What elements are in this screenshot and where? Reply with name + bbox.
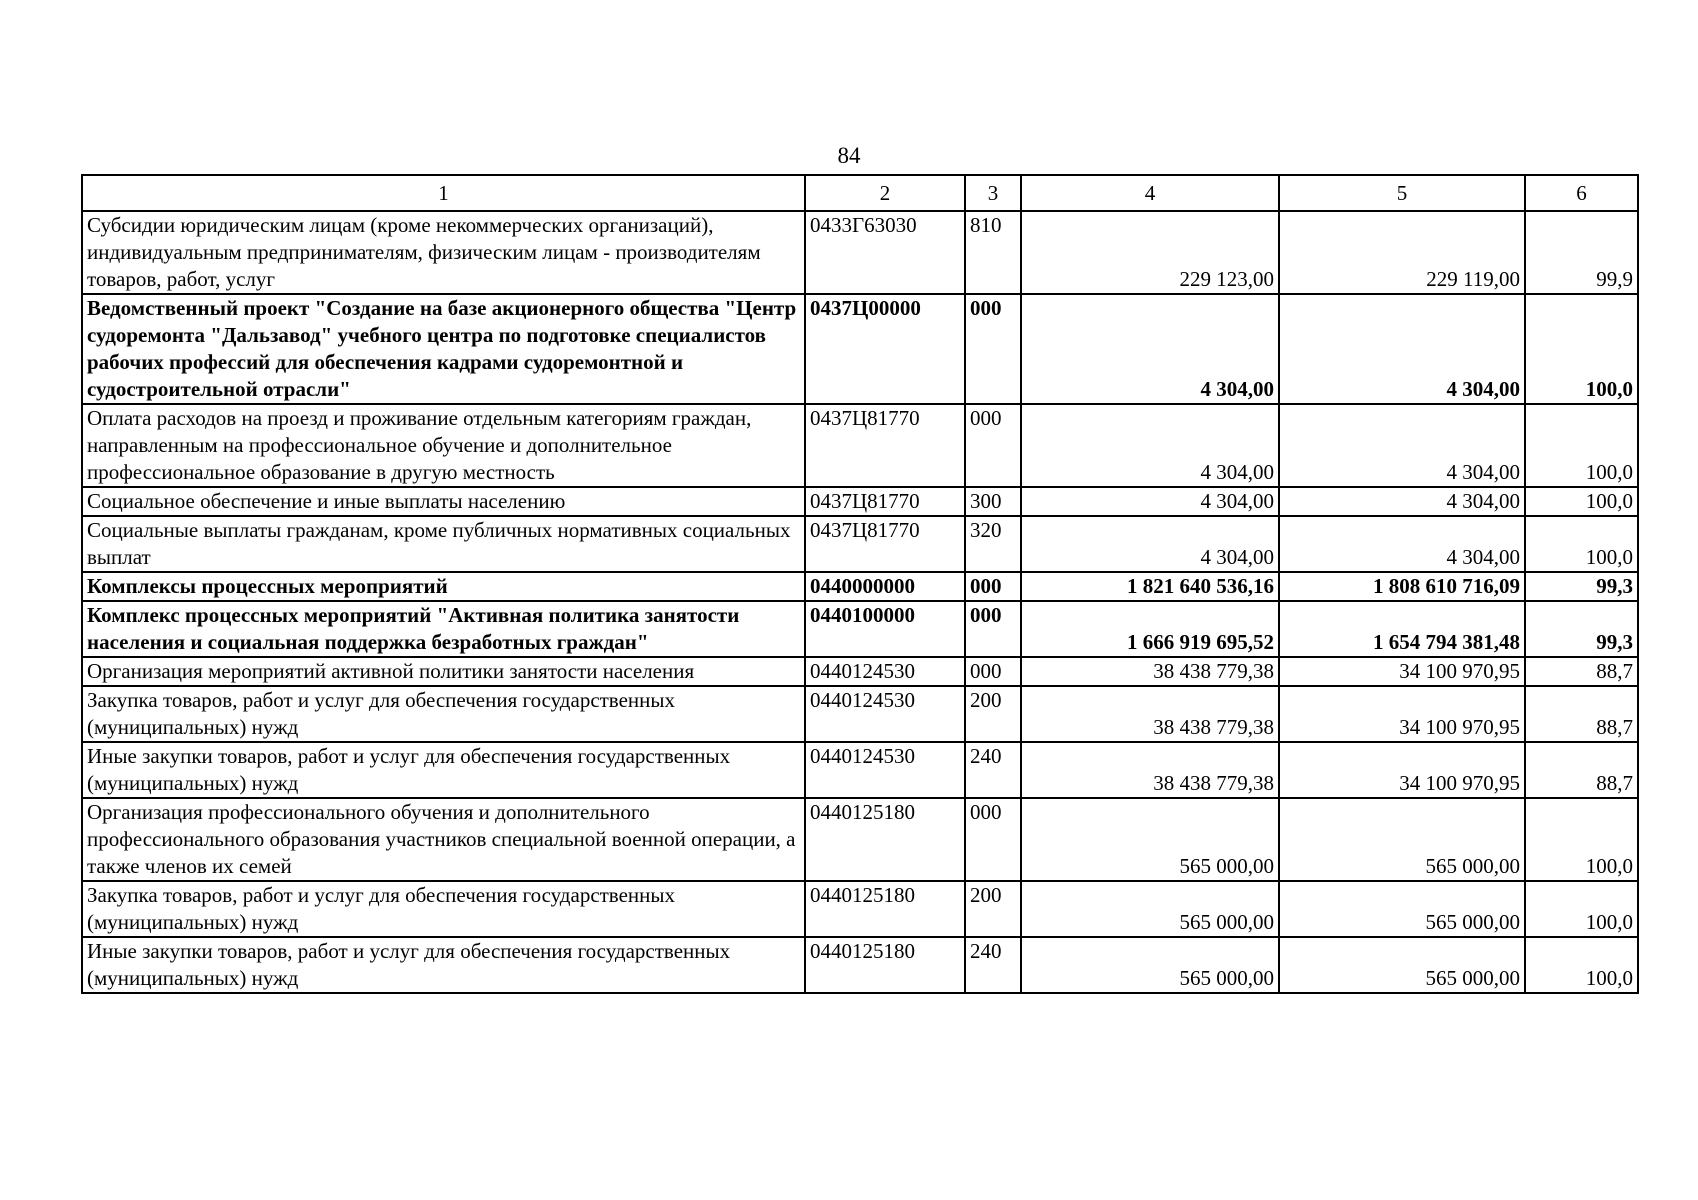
row-name-cell: Закупка товаров, работ и услуг для обеспечения государственных (муниципальных) нужд [82,686,805,742]
row-name-cell: Организация профессионального обучения и дополнительного профессионального образования участников специальной военной операции, а также членов их семей [82,798,805,881]
row-executed-cell: 229 119,00 [1279,211,1525,294]
row-type-cell: 810 [965,211,1021,294]
table-row [82,657,1638,686]
row-percent-cell: 100,0 [1525,294,1638,404]
row-code-cell: 0437Ц81770 [805,404,965,487]
table-row [82,294,1638,404]
row-executed-cell: 4 304,00 [1279,516,1525,572]
row-type-cell: 000 [965,601,1021,657]
row-percent-cell: 100,0 [1525,404,1638,487]
row-planned-cell: 4 304,00 [1021,487,1279,516]
row-name-cell: Комплексы процессных мероприятий [82,572,805,601]
row-type-cell: 200 [965,881,1021,937]
row-code-cell: 0437Ц81770 [805,487,965,516]
row-code-cell: 0440000000 [805,572,965,601]
row-code-cell: 0440125180 [805,798,965,881]
row-planned-cell: 565 000,00 [1021,937,1279,993]
table-row [82,686,1638,742]
row-name-cell: Комплекс процессных мероприятий "Активная политика занятости населения и социальная поддержка безработных граждан" [82,601,805,657]
row-percent-cell: 100,0 [1525,937,1638,993]
row-percent-cell: 99,3 [1525,601,1638,657]
header-cell: 2 [805,175,965,211]
header-cell: 6 [1525,175,1638,211]
row-planned-cell: 565 000,00 [1021,798,1279,881]
budget-table [81,174,1639,994]
row-percent-cell: 88,7 [1525,657,1638,686]
row-executed-cell: 34 100 970,95 [1279,657,1525,686]
table-row [82,404,1638,487]
budget-table-body [82,175,1638,993]
table-row [82,742,1638,798]
row-percent-cell: 99,3 [1525,572,1638,601]
row-executed-cell: 4 304,00 [1279,487,1525,516]
row-name-cell: Иные закупки товаров, работ и услуг для обеспечения государственных (муниципальных) нужд [82,742,805,798]
row-name-cell: Организация мероприятий активной политики занятости населения [82,657,805,686]
row-executed-cell: 565 000,00 [1279,881,1525,937]
row-code-cell: 0433Г63030 [805,211,965,294]
row-planned-cell: 38 438 779,38 [1021,657,1279,686]
row-type-cell: 240 [965,742,1021,798]
table-row [82,516,1638,572]
header-cell: 5 [1279,175,1525,211]
table-row [82,601,1638,657]
row-planned-cell: 1 821 640 536,16 [1021,572,1279,601]
row-name-cell: Социальные выплаты гражданам, кроме публичных нормативных социальных выплат [82,516,805,572]
table-row [82,572,1638,601]
row-percent-cell: 100,0 [1525,798,1638,881]
row-planned-cell: 4 304,00 [1021,516,1279,572]
row-code-cell: 0437Ц81770 [805,516,965,572]
row-executed-cell: 1 654 794 381,48 [1279,601,1525,657]
row-percent-cell: 100,0 [1525,881,1638,937]
row-type-cell: 300 [965,487,1021,516]
page-number: 84 [837,143,861,168]
row-percent-cell: 99,9 [1525,211,1638,294]
row-executed-cell: 4 304,00 [1279,294,1525,404]
table-row [82,937,1638,993]
column-number-header [82,175,1638,211]
table-row [82,487,1638,516]
row-name-cell: Субсидии юридическим лицам (кроме некоммерческих организаций), индивидуальным предпринимателям, физическим лицам - производителям товаров, работ, услуг [82,211,805,294]
row-code-cell: 0440124530 [805,686,965,742]
row-name-cell: Ведомственный проект "Создание на базе акционерного общества "Центр судоремонта "Дальзавод" учебного центра по подготовке специалистов рабочих профессий для обеспечения кадрами судоремонтной и судостроительной отрасли" [82,294,805,404]
row-planned-cell: 38 438 779,38 [1021,686,1279,742]
row-executed-cell: 34 100 970,95 [1279,742,1525,798]
row-type-cell: 000 [965,294,1021,404]
row-executed-cell: 565 000,00 [1279,798,1525,881]
row-type-cell: 000 [965,657,1021,686]
row-type-cell: 200 [965,686,1021,742]
header-cell: 4 [1021,175,1279,211]
row-planned-cell: 4 304,00 [1021,404,1279,487]
row-planned-cell: 1 666 919 695,52 [1021,601,1279,657]
row-name-cell: Оплата расходов на проезд и проживание отдельным категориям граждан, направленным на профессиональное обучение и дополнительное профессиональное образование в другую местность [82,404,805,487]
row-percent-cell: 88,7 [1525,742,1638,798]
row-name-cell: Закупка товаров, работ и услуг для обеспечения государственных (муниципальных) нужд [82,881,805,937]
row-planned-cell: 38 438 779,38 [1021,742,1279,798]
row-code-cell: 0440125180 [805,881,965,937]
table-row [82,211,1638,294]
row-code-cell: 0440100000 [805,601,965,657]
row-code-cell: 0440124530 [805,657,965,686]
row-name-cell: Социальное обеспечение и иные выплаты населению [82,487,805,516]
row-type-cell: 000 [965,798,1021,881]
row-percent-cell: 100,0 [1525,516,1638,572]
row-executed-cell: 34 100 970,95 [1279,686,1525,742]
row-executed-cell: 1 808 610 716,09 [1279,572,1525,601]
row-type-cell: 000 [965,404,1021,487]
row-type-cell: 320 [965,516,1021,572]
row-percent-cell: 100,0 [1525,487,1638,516]
row-percent-cell: 88,7 [1525,686,1638,742]
row-planned-cell: 229 123,00 [1021,211,1279,294]
table-row [82,798,1638,881]
row-type-cell: 240 [965,937,1021,993]
row-planned-cell: 4 304,00 [1021,294,1279,404]
row-type-cell: 000 [965,572,1021,601]
row-code-cell: 0440124530 [805,742,965,798]
header-cell: 3 [965,175,1021,211]
row-planned-cell: 565 000,00 [1021,881,1279,937]
table-row [82,881,1638,937]
row-executed-cell: 4 304,00 [1279,404,1525,487]
header-cell: 1 [82,175,805,211]
row-name-cell: Иные закупки товаров, работ и услуг для обеспечения государственных (муниципальных) нужд [82,937,805,993]
row-code-cell: 0437Ц00000 [805,294,965,404]
row-executed-cell: 565 000,00 [1279,937,1525,993]
row-code-cell: 0440125180 [805,937,965,993]
